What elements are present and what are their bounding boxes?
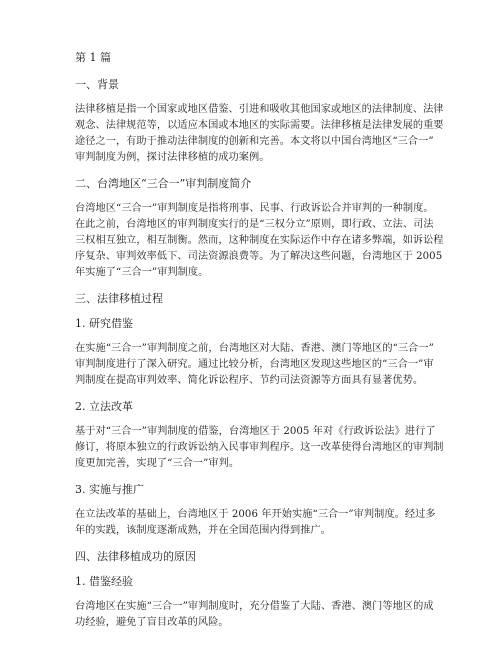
paragraph-line: 途径之一，有助于推动法律制度的创新和完善。本文将以中国台湾地区“三合一” (75, 136, 434, 147)
paragraph (75, 507, 450, 539)
section-heading: 1. 借鉴经验 (75, 575, 133, 588)
paragraph (75, 102, 450, 166)
paragraph-line: 台湾地区“三合一”审判制度是指将刑事、民事、行政诉讼合并审判的一种制度。 (75, 203, 434, 214)
paragraph-line: 在此之前，台湾地区的审判制度实行的是“三权分立”原则，即行政、立法、司法 (75, 219, 434, 230)
paragraph (75, 201, 450, 281)
paragraph-line: 判制度在提高审判效率、简化诉讼程序、节约司法资源等方面具有显著优势。 (75, 375, 424, 386)
paragraph-line: 度更加完善，实现了“三合一”审判。 (75, 458, 240, 469)
paragraph-line: 台湾地区在实施“三合一”审判制度时，充分借鉴了大陆、香港、澳门等地区的成 (75, 601, 434, 612)
paragraph-line: 法律移植是指一个国家或地区借鉴、引进和吸收其他国家或地区的法律制度、法律 (75, 104, 444, 115)
paragraph-line: 在实施“三合一”审判制度之前，台湾地区对大陆、香港、澳门等地区的“三合一” (75, 343, 434, 354)
paragraph-line: 序复杂、审判效率低下、司法资源浪费等。为了解决这些问题，台湾地区于 2005 (75, 251, 443, 262)
paragraph (75, 424, 450, 472)
paragraph-line: 年实施了“三合一”审判制度。 (75, 267, 209, 278)
section-heading: 三、法律移植过程 (75, 292, 163, 305)
paragraph-line: 观念、法律规范等，以适应本国或本地区的实际需要。法律移植是法律发展的重要 (75, 120, 444, 131)
paragraph-line: 三权相互独立，相互制衡。然而，这种制度在实际运作中存在诸多弊端，如诉讼程 (75, 235, 444, 246)
paragraph (75, 341, 450, 389)
section-heading: 3. 实施与推广 (75, 483, 144, 496)
section-heading: 2. 立法改革 (75, 400, 133, 413)
document-title: 第 1 篇 (75, 51, 111, 64)
section-heading: 二、台湾地区“三合一”审判制度简介 (75, 177, 252, 190)
paragraph-line: 修订，将原本独立的行政诉讼纳入民事审判程序。这一改革使得台湾地区的审判制 (75, 442, 444, 453)
paragraph-line: 在立法改革的基础上，台湾地区于 2006 年开始实施“三合一”审判制度。经过多 (75, 509, 436, 520)
paragraph-line: 基于对“三合一”审判制度的借鉴，台湾地区于 2005 年对《行政诉讼法》进行了 (75, 426, 436, 437)
paragraph-line: 审判制度为例，探讨法律移植的成功案例。 (75, 152, 270, 163)
paragraph-line: 功经验，避免了盲目改革的风险。 (75, 617, 229, 628)
section-heading: 1. 研究借鉴 (75, 317, 133, 330)
document-body (75, 77, 450, 631)
paragraph-line: 审判制度进行了深入研究。通过比较分析，台湾地区发现这些地区的“三合一”审 (75, 359, 434, 370)
section-heading: 四、法律移植成功的原因 (75, 550, 196, 563)
section-heading: 一、背景 (75, 78, 119, 91)
paragraph (75, 599, 450, 631)
paragraph-line: 年的实践，该制度逐渐成熟，并在全国范围内得到推广。 (75, 525, 331, 536)
